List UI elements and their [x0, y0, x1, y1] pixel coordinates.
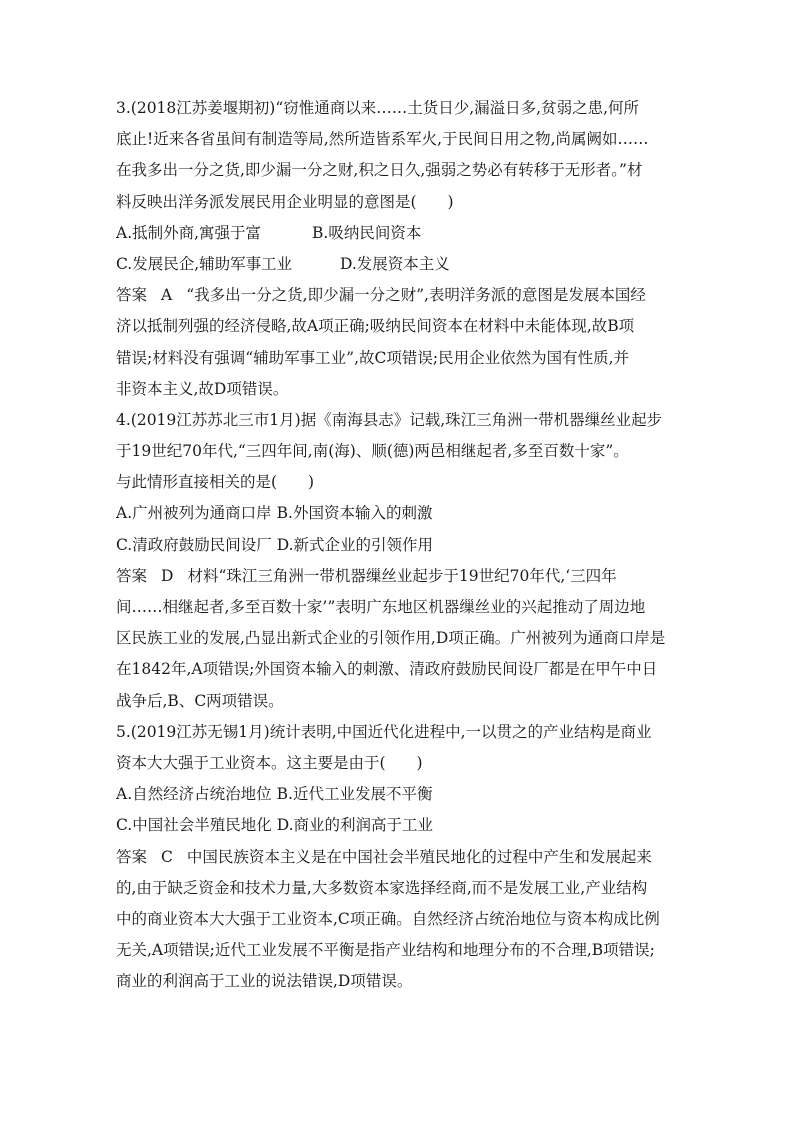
question-3: [116, 93, 686, 405]
option-c: C.清政府鼓励民间设厂: [116, 535, 272, 554]
answer-line: [116, 280, 686, 311]
explanation-line: 中的商业资本大大强于工业资本,C项正确。自然经济占统治地位与资本构成比例: [116, 909, 660, 928]
explanation-line: “我多出一分之货,即少漏一分之财”,表明洋务派的意图是发展本国经: [186, 286, 646, 305]
option-c: C.中国社会半殖民地化: [116, 816, 272, 835]
option-d: D.新式企业的引领作用: [276, 535, 434, 554]
explanation-line: 错误;材料没有强调“辅助军事工业”,故C项错误;民用企业依然为国有性质,并: [116, 348, 630, 367]
options-row: [116, 810, 686, 841]
answer-line: [116, 561, 686, 592]
answer-line: [116, 842, 686, 873]
question-5: [116, 717, 686, 998]
answer-key: D: [161, 566, 174, 585]
option-d: D.发展资本主义: [340, 254, 450, 273]
option-b: B.近代工业发展不平衡: [276, 785, 433, 804]
explanation-line: 非资本主义,故D项错误。: [116, 379, 289, 398]
option-b: B.吸纳民间资本: [312, 223, 422, 242]
explanation-line: 间……相继起者,多至百数十家’”表明广东地区机器缫丝业的兴起推动了周边地: [116, 598, 646, 616]
option-a: A.抵制外商,寓强于富: [116, 223, 262, 242]
option-b: B.外国资本输入的刺激: [276, 504, 433, 523]
answer-label: 答案: [116, 847, 148, 866]
options-row: [116, 249, 686, 280]
question-stem-line: 4.(2019江苏苏北三市1月)据《南海县志》记载,珠江三角洲一带机器缫丝业起步: [116, 410, 663, 429]
answer-key: A: [161, 286, 173, 305]
explanation-line: 区民族工业的发展,凸显出新式企业的引领作用,D项正确。广州被列为通商口岸是: [116, 629, 666, 648]
answer-key: C: [161, 847, 173, 866]
question-stem-line: 资本大大强于工业资本。这主要是由于( ): [116, 753, 423, 772]
explanation-line: 战争后,B、C两项错误。: [116, 691, 284, 710]
question-stem-line: 3.(2018江苏姜堰期初)“窃惟通商以来……土货日少,漏溢日多,贫弱之患,何所: [116, 99, 640, 117]
question-stem-line: 5.(2019江苏无锡1月)统计表明,中国近代化进程中,一以贯之的产业结构是商业: [116, 722, 652, 741]
option-a: A.广州被列为通商口岸: [116, 504, 272, 523]
option-a: A.自然经济占统治地位: [116, 785, 272, 804]
options-row: [116, 218, 686, 249]
question-stem-line: 在我多出一分之货,即少漏一分之财,积之日久,强弱之势必有转移于无形者。”材: [116, 161, 643, 180]
question-stem-line: 于19世纪70年代,“三四年间,南(海)、顺(德)两邑相继起者,多至百数十家”。: [116, 442, 629, 461]
option-c: C.发展民企,辅助军事工业: [116, 254, 293, 273]
explanation-line: 商业的利润高于工业的说法错误,D项错误。: [116, 972, 413, 991]
options-row: [116, 498, 686, 529]
question-stem-line: 与此情形直接相关的是( ): [116, 473, 315, 492]
answer-label: 答案: [116, 286, 148, 305]
option-d: D.商业的利润高于工业: [276, 816, 434, 835]
explanation-line: 济以抵制列强的经济侵略,故A项正确;吸纳民间资本在材料中未能体现,故B项: [116, 317, 635, 336]
explanation-line: 材料“珠江三角洲一带机器缫丝业起步于19世纪70年代,‘三四年: [187, 566, 617, 585]
answer-label: 答案: [116, 566, 148, 585]
explanation-line: 的,由于缺乏资金和技术力量,大多数资本家选择经商,而不是发展工业,产业结构: [116, 878, 648, 897]
document-page: [116, 93, 686, 997]
explanation-line: 中国民族资本主义是在中国社会半殖民地化的过程中产生和发展起来: [186, 847, 652, 866]
explanation-line: 在1842年,A项错误;外国资本输入的刺激、清政府鼓励民间设厂都是在甲午中日: [116, 660, 658, 679]
question-4: [116, 405, 686, 717]
question-stem-line: 底止!近来各省虽间有制造等局,然所造皆系军火,于民间日用之物,尚属阙如……: [116, 130, 649, 149]
question-stem-line: 料反映出洋务派发展民用企业明显的意图是( ): [116, 192, 454, 211]
options-row: [116, 530, 686, 561]
options-row: [116, 779, 686, 810]
explanation-line: 无关,A项错误;近代工业发展不平衡是指产业结构和地理分布的不合理,B项错误;: [116, 941, 655, 960]
